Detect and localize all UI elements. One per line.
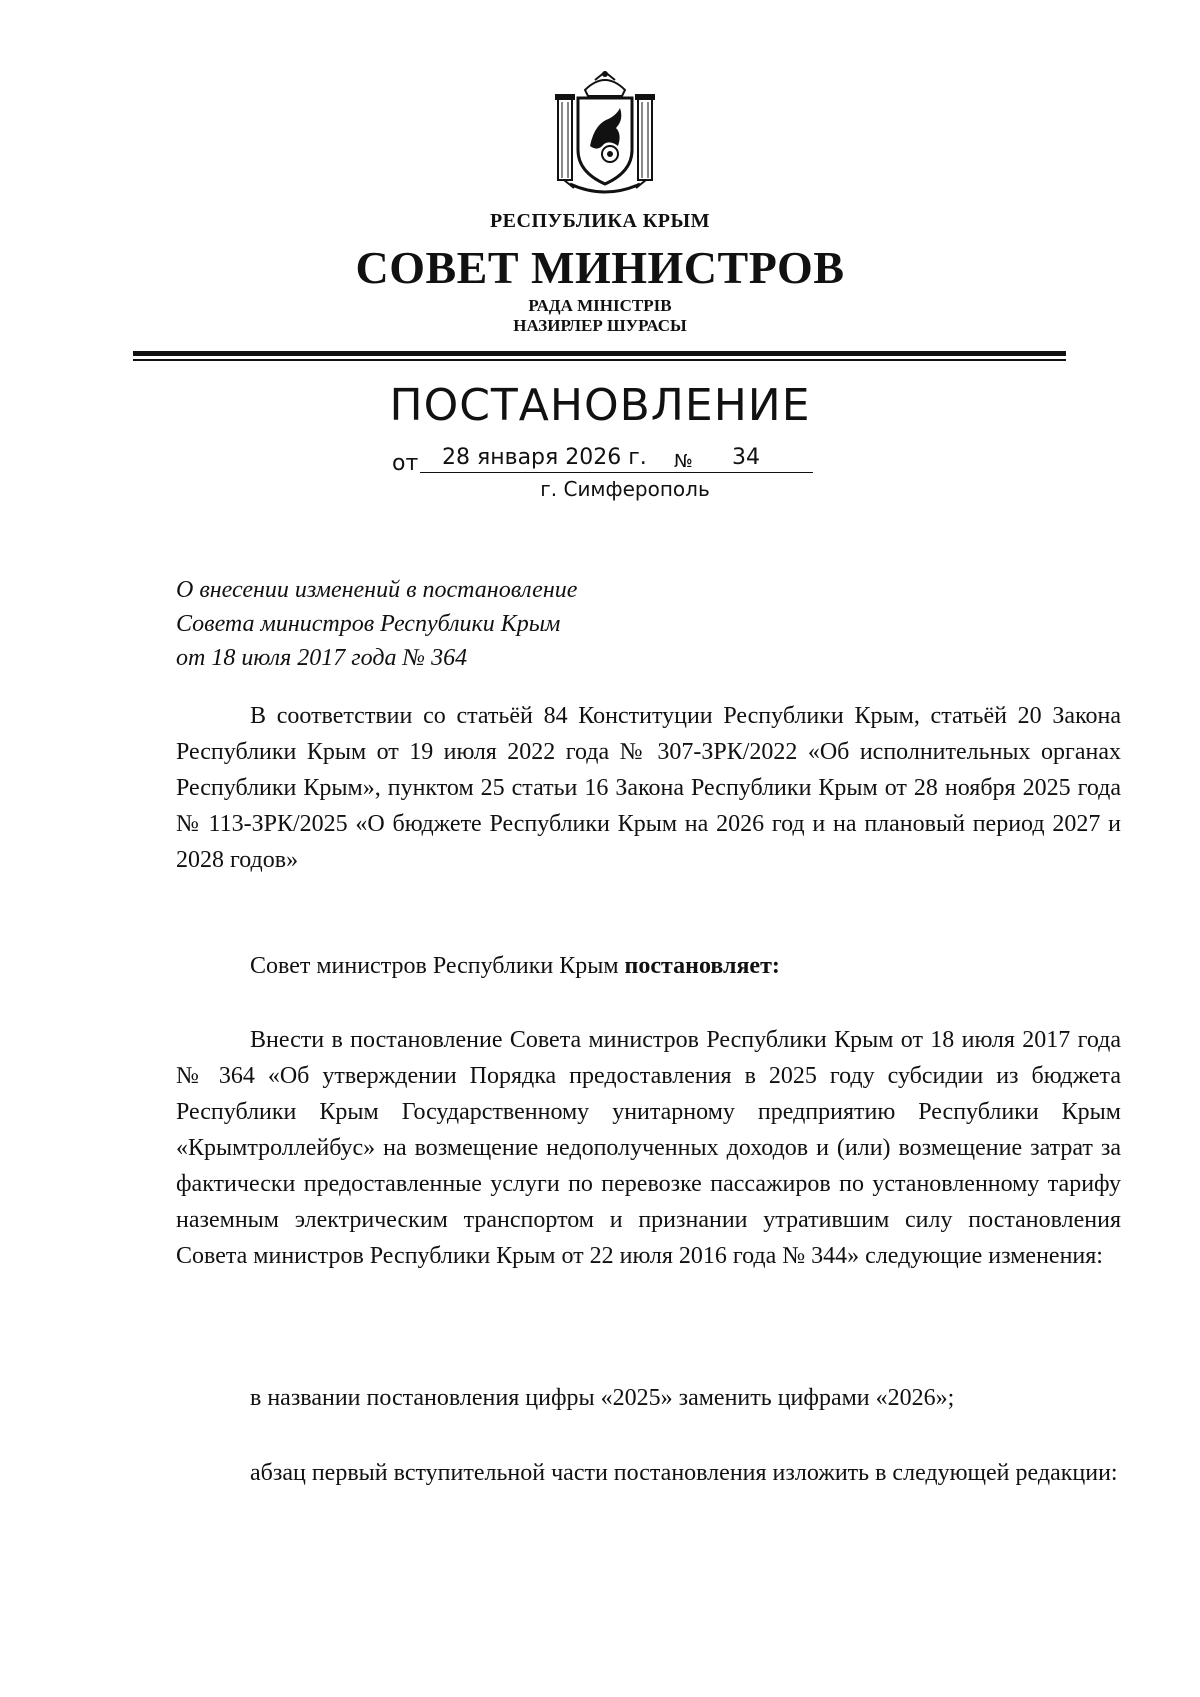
paragraph-text: абзац первый вступительной части постановления изложить в следующей редакции: — [250, 1460, 1118, 1486]
decree-city: г. Симферополь — [540, 477, 710, 501]
council-name-crimean-tatar: НАЗИРЛЕР ШУРАСЫ — [513, 316, 687, 335]
amendment-item — [176, 1455, 1121, 1491]
paragraph-text — [176, 948, 1121, 984]
amendment-paragraph — [176, 1022, 1121, 1274]
decree-title: ПОСТАНОВЛЕНИЕ — [389, 380, 811, 431]
republic-name: РЕСПУБЛИКА КРЫМ — [489, 210, 711, 232]
preamble-paragraph — [176, 698, 1121, 878]
subject-line: Совета министров Республики Крым — [176, 611, 561, 637]
date-prefix: от — [392, 451, 419, 476]
date-underline — [420, 472, 813, 473]
header-divider-thin — [133, 359, 1066, 361]
decree-number: 34 — [732, 445, 760, 470]
number-sign: № — [674, 451, 693, 472]
paragraph-text: В соответствии со статьёй 84 Конституции Республики Крым, статьёй 20 Закона Республики Крым от 19 июля 2022 года № 307-ЗРК/2022 «Об исполнительных органах Республики Крым», пунктом 25 статьи 16 Закона Республики Крым от 28 ноября 2025 года № 113-ЗРК/2025 «О бюджете Республики Крым на 2026 год и на плановый период 2027 и 2028 годов» — [176, 703, 1121, 873]
council-name: СОВЕТ МИНИСТРОВ — [355, 242, 845, 293]
subject-line: от 18 июля 2017 года № 364 — [176, 645, 468, 671]
resolves-keyword: постановляет: — [624, 953, 780, 979]
decree-date: 28 января 2026 г. — [442, 445, 647, 470]
council-name-ukrainian: РАДА МІНІСТРІВ — [528, 296, 672, 315]
resolves-text: Совет министров Республики Крым — [250, 953, 625, 979]
paragraph-text: Внести в постановление Совета министров Республики Крым от 18 июля 2017 года № 364 «Об утверждении Порядка предоставления в 2025 году субсидии из бюджета Республики Крым Государственному унитарному предприятию Республики Крым «Крымтроллейбус» на возмещение недополученных доходов и (или) возмещение затрат за фактически предоставленные услуги по перевозке пассажиров по установленному тарифу наземным электрическим транспортом и признании утратившим силу постановления Совета министров Республики Крым от 22 июля 2016 года № 344» следующие изменения: — [176, 1027, 1121, 1269]
coat-of-arms-emblem — [550, 68, 660, 198]
header-divider-thick — [133, 351, 1066, 356]
subject-line: О внесении изменений в постановление — [176, 577, 578, 603]
resolves-paragraph — [176, 948, 1121, 984]
amendment-item — [176, 1380, 1121, 1416]
paragraph-text: в названии постановления цифры «2025» заменить цифрами «2026»; — [250, 1385, 955, 1411]
decree-subject — [176, 573, 776, 675]
